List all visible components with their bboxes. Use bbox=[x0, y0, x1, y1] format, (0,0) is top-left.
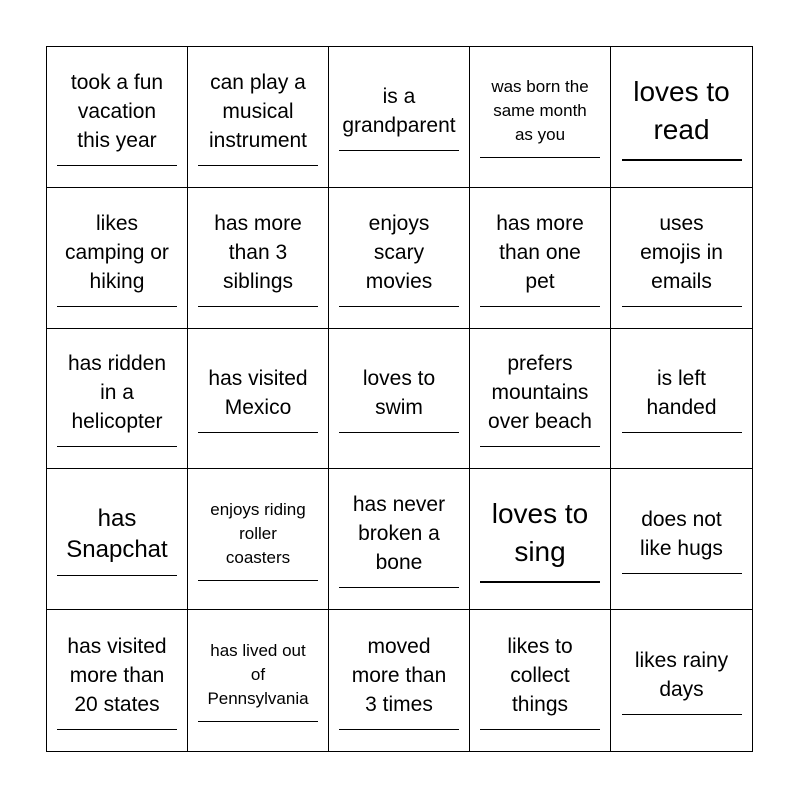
bingo-cell-text: loves to sing bbox=[491, 498, 589, 568]
bingo-cell-text: loves to read bbox=[633, 75, 730, 145]
bingo-cell[interactable] bbox=[329, 188, 470, 329]
bingo-cell[interactable] bbox=[47, 47, 188, 188]
signature-line[interactable] bbox=[622, 306, 742, 307]
bingo-cell-text: enjoys riding roller coasters bbox=[210, 499, 306, 567]
bingo-cell-text: took a fun vacation this year bbox=[70, 70, 164, 152]
bingo-cell[interactable] bbox=[611, 329, 752, 470]
bingo-cell[interactable] bbox=[188, 469, 329, 610]
bingo-cell-text: has visited Mexico bbox=[208, 366, 308, 419]
bingo-cell[interactable] bbox=[188, 329, 329, 470]
bingo-cell[interactable] bbox=[470, 469, 611, 610]
bingo-cell-text: is a grandparent bbox=[342, 85, 456, 138]
signature-line[interactable] bbox=[57, 165, 177, 166]
signature-line[interactable] bbox=[622, 159, 742, 161]
signature-line[interactable] bbox=[480, 446, 600, 447]
bingo-cell-text: was born the same month as you bbox=[491, 77, 589, 145]
bingo-cell-text: has never broken a bone bbox=[352, 493, 446, 575]
bingo-cell[interactable] bbox=[188, 188, 329, 329]
signature-line[interactable] bbox=[57, 729, 177, 730]
bingo-cell[interactable] bbox=[611, 188, 752, 329]
signature-line[interactable] bbox=[57, 575, 177, 576]
bingo-cell-text: has lived out of Pennsylvania bbox=[207, 641, 309, 709]
signature-line[interactable] bbox=[57, 306, 177, 307]
signature-line[interactable] bbox=[198, 306, 318, 307]
bingo-cell-text: is left handed bbox=[646, 366, 717, 419]
signature-line[interactable] bbox=[480, 729, 600, 730]
bingo-cell-text: enjoys scary movies bbox=[365, 211, 433, 293]
bingo-cell-text: can play a musical instrument bbox=[208, 70, 308, 152]
signature-line[interactable] bbox=[57, 446, 177, 447]
signature-line[interactable] bbox=[622, 573, 742, 574]
bingo-cell[interactable] bbox=[47, 329, 188, 470]
bingo-grid bbox=[46, 46, 753, 752]
bingo-cell-text: likes rainy days bbox=[634, 649, 729, 702]
signature-line[interactable] bbox=[339, 150, 459, 151]
signature-line[interactable] bbox=[339, 587, 459, 588]
signature-line[interactable] bbox=[198, 721, 318, 722]
bingo-cell[interactable] bbox=[188, 47, 329, 188]
bingo-cell[interactable] bbox=[611, 610, 752, 751]
bingo-cell-text: likes camping or hiking bbox=[65, 211, 169, 293]
signature-line[interactable] bbox=[480, 306, 600, 307]
bingo-cell[interactable] bbox=[470, 329, 611, 470]
bingo-cell-text: likes to collect things bbox=[507, 634, 573, 716]
signature-line[interactable] bbox=[339, 306, 459, 307]
bingo-cell-text: prefers mountains over beach bbox=[488, 352, 592, 434]
signature-line[interactable] bbox=[198, 165, 318, 166]
signature-line[interactable] bbox=[339, 432, 459, 433]
bingo-cell-text: has Snapchat bbox=[66, 504, 168, 563]
signature-line[interactable] bbox=[480, 581, 600, 583]
signature-line[interactable] bbox=[339, 729, 459, 730]
bingo-cell[interactable] bbox=[470, 188, 611, 329]
bingo-cell[interactable] bbox=[47, 188, 188, 329]
signature-line[interactable] bbox=[480, 157, 600, 158]
bingo-cell[interactable] bbox=[329, 329, 470, 470]
bingo-cell-text: moved more than 3 times bbox=[351, 634, 447, 716]
bingo-cell[interactable] bbox=[329, 47, 470, 188]
bingo-cell[interactable] bbox=[188, 610, 329, 751]
signature-line[interactable] bbox=[622, 432, 742, 433]
bingo-cell-text: has visited more than 20 states bbox=[67, 634, 167, 716]
signature-line[interactable] bbox=[198, 432, 318, 433]
bingo-cell[interactable] bbox=[47, 469, 188, 610]
signature-line[interactable] bbox=[622, 714, 742, 715]
bingo-cell-text: has ridden in a helicopter bbox=[67, 352, 167, 434]
bingo-cell[interactable] bbox=[329, 469, 470, 610]
bingo-cell-text: has more than 3 siblings bbox=[214, 211, 302, 293]
bingo-cell-text: does not like hugs bbox=[640, 507, 723, 560]
bingo-cell[interactable] bbox=[470, 610, 611, 751]
bingo-cell[interactable] bbox=[611, 47, 752, 188]
bingo-cell-text: loves to swim bbox=[362, 366, 436, 419]
bingo-cell-text: has more than one pet bbox=[496, 211, 584, 293]
bingo-cell[interactable] bbox=[611, 469, 752, 610]
bingo-cell[interactable] bbox=[329, 610, 470, 751]
bingo-cell[interactable] bbox=[470, 47, 611, 188]
bingo-cell[interactable] bbox=[47, 610, 188, 751]
bingo-cell-text: uses emojis in emails bbox=[640, 211, 723, 293]
signature-line[interactable] bbox=[198, 580, 318, 581]
